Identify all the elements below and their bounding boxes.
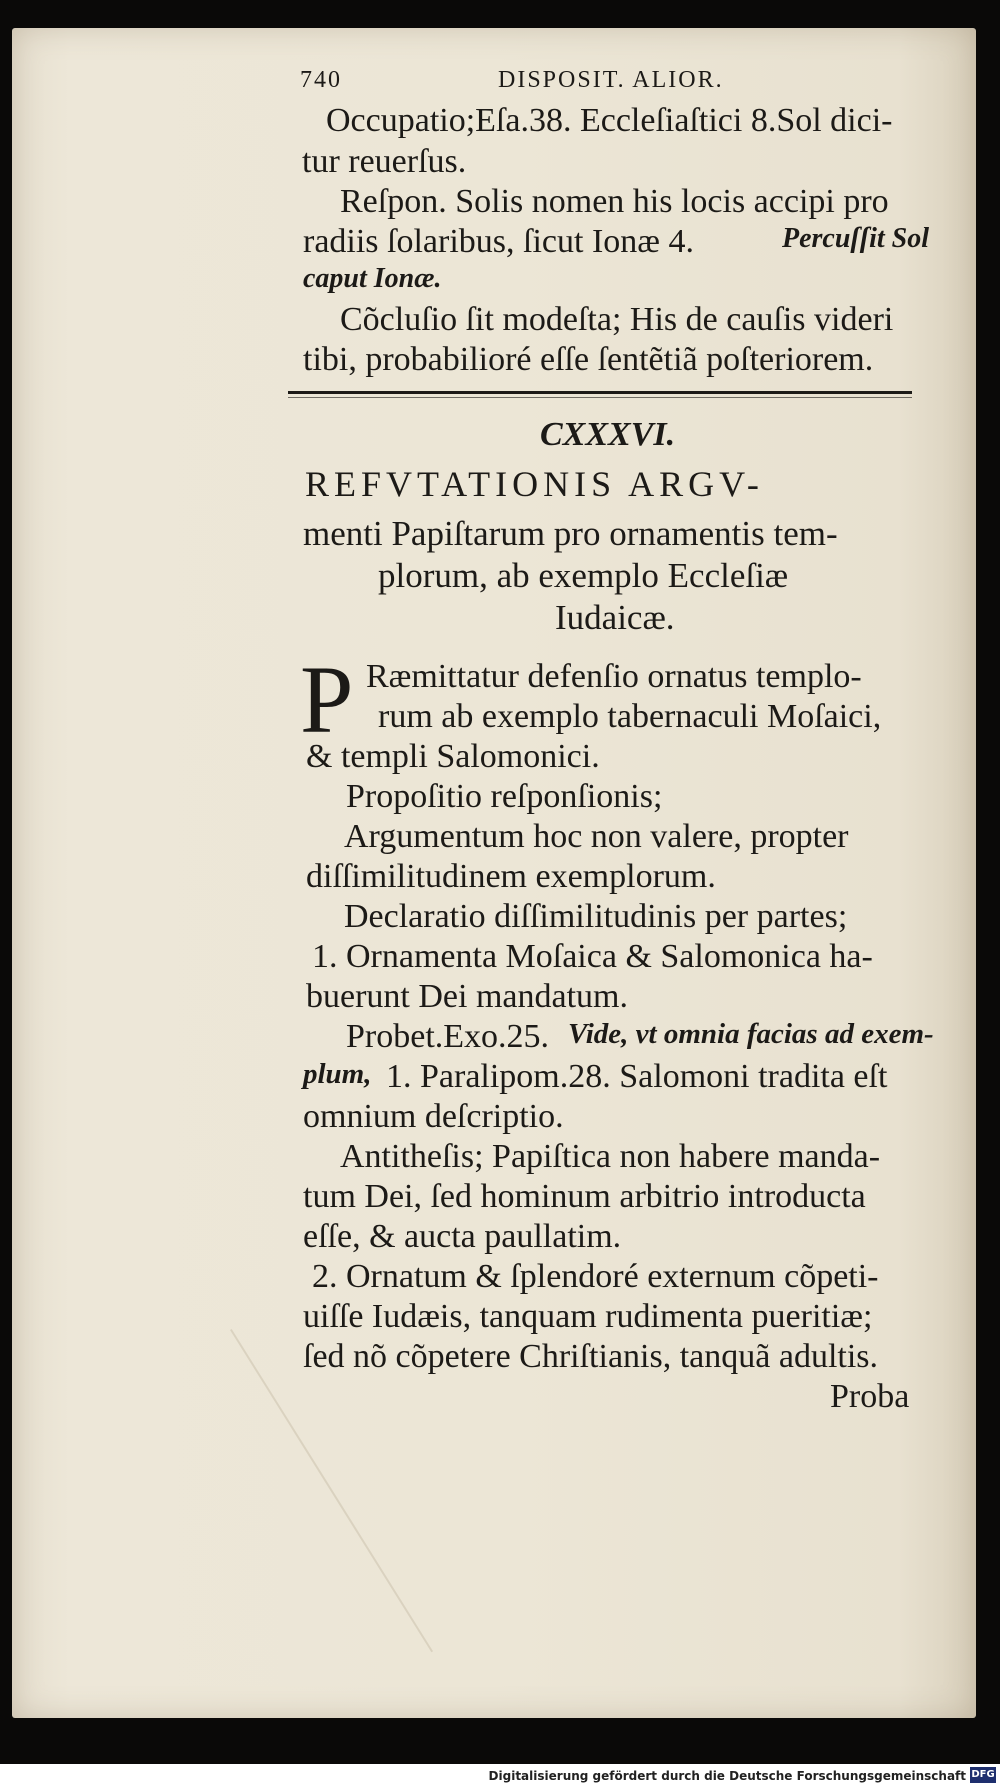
text-line: 1. Paralipom.28. Salomoni tradita eſt (386, 1058, 888, 1095)
section-rule-thin (288, 397, 912, 398)
section-rule (288, 391, 912, 394)
section-title-caps: REFVTATIONIS ARGV- (305, 464, 764, 504)
text-line: tum Dei, ſed hominum arbitrio introducta (303, 1178, 866, 1215)
page-number: 740 (300, 67, 342, 93)
text-line: ſed nõ cõpetere Chriſtianis, tanquã adultis. (303, 1338, 879, 1375)
text-line: Propoſitio reſponſionis; (346, 778, 663, 815)
running-title: DISPOSIT. ALIOR. (498, 67, 724, 93)
text-line: omnium deſcriptio. (303, 1098, 564, 1135)
text-line: tur reuerſus. (302, 143, 467, 180)
italic-citation: plum, (303, 1058, 372, 1090)
text-line: Occupatio;Eſa.38. Eccleſiaſtici 8.Sol dici- (326, 102, 893, 139)
text-line: 2. Ornatum & ſplendoré externum cõpeti- (312, 1258, 879, 1295)
dfg-logo-icon: DFG (970, 1767, 996, 1783)
text-line: Declaratio diſſimilitudinis per partes; (344, 898, 848, 935)
italic-citation: Vide, vt omnia facias ad exem- (568, 1018, 934, 1050)
section-title-line: Iudaicæ. (555, 598, 675, 637)
text-line: Probet.Exo.25. (346, 1018, 550, 1055)
catchword: Proba (830, 1378, 910, 1415)
italic-citation: Percuſſit Sol (782, 223, 929, 254)
drop-capital: P (300, 646, 354, 753)
text-line: & templi Salomonici. (306, 738, 600, 775)
funding-credit: Digitalisierung gefördert durch die Deutsche Forschungsgemeinschaft (488, 1769, 966, 1783)
section-title-line: plorum, ab exemplo Eccleſiæ (378, 556, 789, 595)
text-line: Cõcluſio ſit modeſta; His de cauſis videri (340, 301, 894, 338)
text-line: radiis ſolaribus, ſicut Ionæ 4. (303, 223, 694, 260)
section-title-line: menti Papiſtarum pro ornamentis tem- (303, 514, 838, 553)
text-line: Ræmittatur defenſio ornatus templo- (366, 658, 862, 695)
text-line: caput Ionæ. (303, 263, 442, 294)
text-line: eſſe, & aucta paullatim. (303, 1218, 622, 1255)
text-line: buerunt Dei mandatum. (306, 978, 628, 1015)
text-line: Reſpon. Solis nomen his locis accipi pro (340, 183, 889, 220)
text-line: Antitheſis; Papiſtica non habere manda- (340, 1138, 881, 1175)
text-line: rum ab exemplo tabernaculi Moſaici, (378, 698, 882, 735)
text-line: 1. Ornamenta Moſaica & Salomonica ha- (312, 938, 873, 975)
text-line: uiſſe Iudæis, tanquam rudimenta pueritiæ; (303, 1298, 873, 1335)
text-line: diſſimilitudinem exemplorum. (306, 858, 716, 895)
text-line: tibi, probabilioré eſſe ſentẽtiã poſteriorem. (303, 341, 874, 378)
text-line: Argumentum hoc non valere, propter (344, 818, 849, 855)
section-number: CXXXVI. (540, 416, 676, 453)
